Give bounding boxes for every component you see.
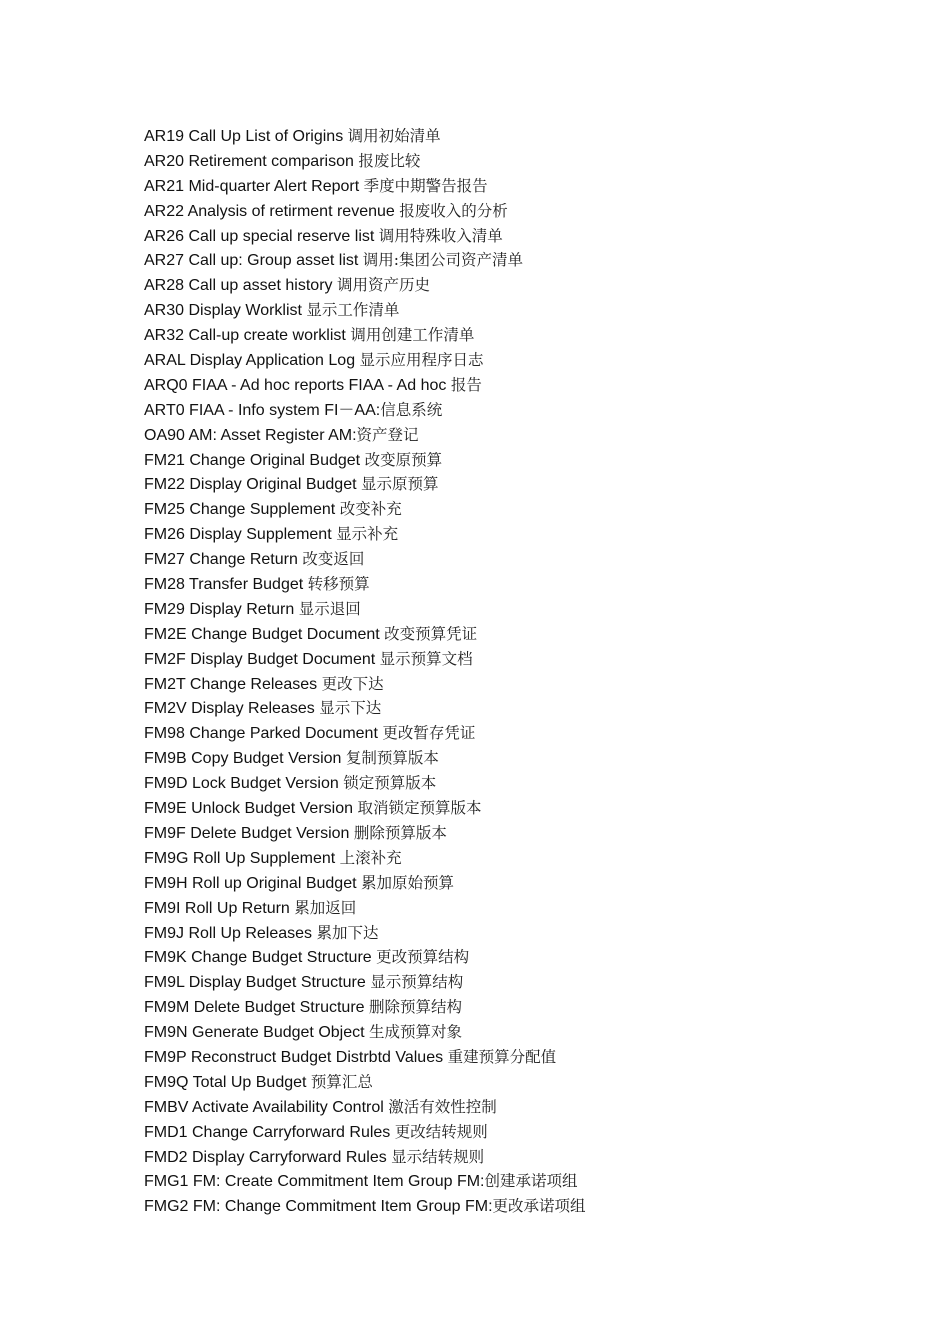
chinese-description: 报告 — [450, 375, 482, 394]
transaction-line — [144, 1020, 904, 1045]
chinese-description: 重建预算分配值 — [447, 1047, 557, 1066]
transaction-code-text: FM2E Change Budget Document — [144, 625, 380, 643]
transaction-line — [144, 124, 904, 149]
transaction-code-text: FM29 Display Return — [144, 600, 295, 618]
transaction-line — [144, 647, 904, 672]
transaction-code-text: FM9L Display Budget Structure — [144, 974, 366, 992]
chinese-description: 改变返回 — [302, 550, 365, 569]
transaction-line — [144, 921, 904, 946]
transaction-code-text: FM28 Transfer Budget — [144, 576, 304, 594]
chinese-description: 更改承诺项组 — [492, 1197, 586, 1216]
chinese-description: 调用特殊收入清单 — [378, 226, 503, 245]
transaction-code-text: FMBV Activate Availability Control — [144, 1098, 384, 1116]
transaction-code-text: FMD1 Change Carryforward Rules — [144, 1123, 391, 1141]
transaction-code-text: FMD2 Display Carryforward Rules — [144, 1148, 387, 1166]
transaction-code-text: ART0 FIAA - Info system FI－AA: — [144, 401, 381, 419]
transaction-code-text: FMG2 FM: Change Commitment Item Group FM: — [144, 1198, 493, 1216]
chinese-description: 改变预算凭证 — [384, 624, 478, 643]
transaction-code-text: AR30 Display Worklist — [144, 302, 302, 320]
transaction-line — [144, 572, 904, 597]
transaction-line — [144, 796, 904, 821]
chinese-description: 信息系统 — [380, 400, 443, 419]
transaction-code-text: AR28 Call up asset history — [144, 277, 333, 295]
chinese-description: 显示应用程序日志 — [359, 351, 484, 370]
transaction-line — [144, 821, 904, 846]
transaction-code-text: FMG1 FM: Create Commitment Item Group FM: — [144, 1173, 485, 1191]
transaction-line — [144, 497, 904, 522]
transaction-line — [144, 995, 904, 1020]
transaction-line — [144, 1120, 904, 1145]
transaction-code-text: AR19 Call Up List of Origins — [144, 128, 344, 145]
transaction-line — [144, 273, 904, 298]
transaction-line — [144, 846, 904, 871]
transaction-line — [144, 174, 904, 199]
transaction-code-text: OA90 AM: Asset Register AM: — [144, 426, 357, 444]
chinese-description: 显示退回 — [298, 599, 361, 618]
chinese-description: 创建承诺项组 — [484, 1172, 578, 1191]
transaction-line — [144, 970, 904, 995]
transaction-code-text: FM21 Change Original Budget — [144, 451, 361, 469]
chinese-description: 更改暂存凭证 — [382, 724, 476, 743]
transaction-line — [144, 1169, 904, 1194]
transaction-line — [144, 1194, 904, 1219]
transaction-code-text: AR22 Analysis of retirment revenue — [144, 202, 395, 220]
transaction-line — [144, 871, 904, 896]
chinese-description: 取消锁定预算版本 — [357, 799, 482, 818]
transaction-code-text: FM98 Change Parked Document — [144, 725, 378, 743]
transaction-line — [144, 622, 904, 647]
chinese-description: 显示原预算 — [361, 475, 439, 494]
transaction-code-text: ARAL Display Application Log — [144, 352, 356, 370]
transaction-code-text: FM9H Roll up Original Budget — [144, 874, 357, 892]
chinese-description: 累加原始预算 — [361, 873, 455, 892]
transaction-code-text: FM2T Change Releases — [144, 675, 318, 693]
chinese-description: 调用创建工作清单 — [350, 326, 475, 345]
transaction-line — [144, 448, 904, 473]
chinese-description: 报废收入的分析 — [399, 201, 508, 220]
transaction-line — [144, 1045, 904, 1070]
chinese-description: 更改结转规则 — [394, 1122, 488, 1141]
transaction-line — [144, 597, 904, 622]
transaction-code-text: ARQ0 FIAA - Ad hoc reports FIAA - Ad hoc — [144, 376, 447, 394]
transaction-line — [144, 547, 904, 572]
transaction-code-text: FM9J Roll Up Releases — [144, 924, 313, 942]
transaction-line — [144, 472, 904, 497]
chinese-description: 改变原预算 — [364, 450, 443, 469]
chinese-description: 累加下达 — [316, 923, 379, 942]
transaction-code-text: FM9K Change Budget Structure — [144, 949, 372, 967]
chinese-description: 删除预算版本 — [353, 823, 447, 842]
chinese-description: 生成预算对象 — [369, 1023, 463, 1042]
transaction-code-text: FM25 Change Supplement — [144, 501, 336, 519]
transaction-code-text: FM22 Display Original Budget — [144, 476, 357, 494]
transaction-code-text: FM9Q Total Up Budget — [144, 1073, 307, 1091]
transaction-line — [144, 298, 904, 323]
transaction-code-text: FM27 Change Return — [144, 551, 298, 569]
chinese-description: 复制预算版本 — [345, 749, 439, 768]
chinese-description: 显示工作清单 — [306, 301, 400, 320]
chinese-description: 改变补充 — [339, 500, 402, 519]
chinese-description: 显示补充 — [336, 525, 399, 544]
chinese-description: 季度中期警告报告 — [363, 176, 488, 195]
transaction-line — [144, 323, 904, 348]
transaction-line — [144, 1070, 904, 1095]
transaction-code-text: FM9D Lock Budget Version — [144, 775, 339, 793]
chinese-description: 显示下达 — [319, 699, 382, 718]
transaction-code-text: FM9F Delete Budget Version — [144, 824, 350, 842]
transaction-code-text: FM26 Display Supplement — [144, 526, 332, 544]
chinese-description: 报废比较 — [358, 151, 421, 170]
chinese-description: 上滚补充 — [339, 848, 402, 867]
transaction-code-text: FM9M Delete Budget Structure — [144, 999, 365, 1017]
transaction-line — [144, 398, 904, 423]
chinese-description: 调用资产历史 — [336, 276, 430, 295]
transaction-line — [144, 771, 904, 796]
transaction-code-text: FM9G Roll Up Supplement — [144, 849, 336, 867]
transaction-code-text: FM9B Copy Budget Version — [144, 750, 342, 768]
transaction-line — [144, 672, 904, 697]
transaction-line — [144, 199, 904, 224]
chinese-description: 删除预算结构 — [369, 998, 463, 1017]
transaction-code-text: AR21 Mid-quarter Alert Report — [144, 177, 360, 195]
chinese-description: 更改预算结构 — [376, 948, 470, 967]
chinese-description: 调用:集团公司资产清单 — [362, 251, 524, 270]
transaction-line — [144, 149, 904, 174]
transaction-code-text: AR26 Call up special reserve list — [144, 227, 375, 245]
chinese-description: 激活有效性控制 — [388, 1097, 497, 1116]
transaction-line — [144, 1145, 904, 1170]
chinese-description: 更改下达 — [321, 674, 384, 693]
chinese-description: 转移预算 — [307, 575, 370, 594]
transaction-line — [144, 1095, 904, 1120]
transaction-line — [144, 423, 904, 448]
chinese-description: 资产登记 — [356, 425, 419, 444]
transaction-line — [144, 522, 904, 547]
transaction-line — [144, 945, 904, 970]
transaction-line — [144, 248, 904, 273]
transaction-line — [144, 746, 904, 771]
transaction-code-text: FM9I Roll Up Return — [144, 899, 290, 917]
chinese-description: 显示预算文档 — [379, 649, 473, 668]
transaction-code-text: AR20 Retirement comparison — [144, 152, 354, 170]
transaction-code-text: AR27 Call up: Group asset list — [144, 252, 359, 270]
transaction-line — [144, 696, 904, 721]
chinese-description: 累加返回 — [294, 898, 357, 917]
transaction-line — [144, 224, 904, 249]
chinese-description: 预算汇总 — [310, 1072, 373, 1091]
transaction-code-text: FM9E Unlock Budget Version — [144, 800, 353, 818]
transaction-code-list — [144, 124, 904, 1219]
transaction-code-text: FM9P Reconstruct Budget Distrbtd Values — [144, 1048, 444, 1066]
transaction-code-text: FM9N Generate Budget Object — [144, 1024, 365, 1042]
transaction-line — [144, 348, 904, 373]
transaction-code-text: FM2F Display Budget Document — [144, 650, 376, 668]
transaction-line — [144, 721, 904, 746]
chinese-description: 锁定预算版本 — [343, 774, 437, 793]
transaction-line — [144, 896, 904, 921]
transaction-line — [144, 373, 904, 398]
chinese-description: 调用初始清单 — [347, 127, 441, 145]
chinese-description: 显示结转规则 — [391, 1147, 485, 1166]
transaction-code-text: FM2V Display Releases — [144, 700, 315, 718]
transaction-code-text: AR32 Call-up create worklist — [144, 327, 346, 345]
chinese-description: 显示预算结构 — [370, 973, 464, 992]
